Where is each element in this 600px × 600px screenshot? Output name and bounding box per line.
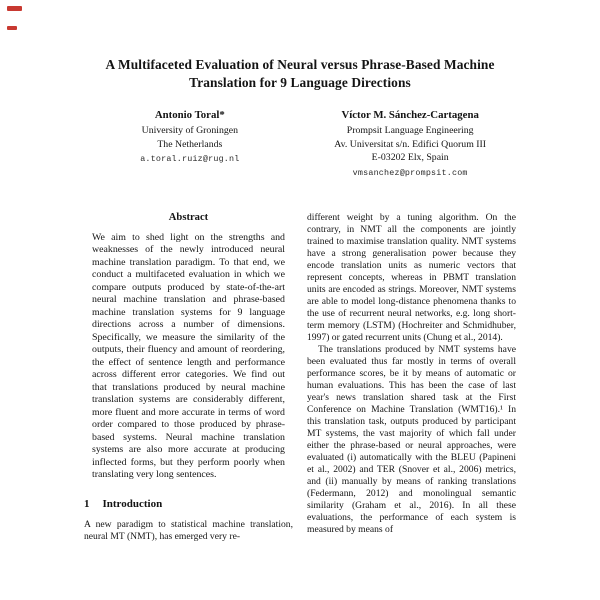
body-paragraph: The translations produced by NMT systems have been evaluated thus far mostly in terms of overall performance scores, be it by means of automatic or human evaluations. This has been the case of last year's news translation shared task at the First Conference on Machine Translation (WMT16).¹ In this translation task, outputs produced by participant MT systems, the vast majority of which fall under either the phrase-based or neural approaches, were evaluated (i) automatically with the BLEU (Papineni et al., 2002) and TER (Snover et al., 2006) metrics, and (ii) manually by means of ranking translations (Federmann, 2012) and monolingual semantic similarity (Graham et al., 2016). In all these evaluations, the performance of each system is measured by means of — [307, 343, 516, 535]
author-1 — [84, 108, 296, 178]
author-2 — [304, 108, 516, 178]
author-2-email: vmsanchez@prompsit.com — [352, 167, 468, 178]
author-2-affiliation-line: Prompsit Language Engineering — [346, 125, 474, 136]
body-paragraph: different weight by a tuning algorithm. On the contrary, in NMT all the components are jointly trained to maximise translation quality. NMT systems have a strong generalisation power because they encode translation units as numeric vectors that represent concepts, whereas in PBMT translation units are encoded as strings. Moreover, NMT systems are able to model long-distance phenomena thanks to the use of recurrent neural networks, e.g. long short-term memory (LSTM) (Hochreiter and Schmidhuber, 1997) or gated recurrent units (Chung et al., 2014). — [307, 211, 516, 343]
author-1-email: a.toral.ruiz@rug.nl — [140, 154, 240, 164]
abstract-heading: Abstract — [168, 211, 209, 223]
section-heading-introduction — [84, 498, 293, 510]
author-2-affiliation-line: E-03202 Elx, Spain — [371, 152, 449, 163]
left-column — [84, 212, 293, 543]
author-2-name: Víctor M. Sánchez-Cartagena — [341, 109, 479, 121]
author-block — [84, 108, 516, 178]
intro-paragraph: A new paradigm to statistical machine translation, neural MT (NMT), has emerged very re- — [84, 518, 293, 542]
author-1-affiliation-line: The Netherlands — [157, 138, 223, 150]
author-1-name: Antonio Toral* — [154, 109, 225, 121]
paper-page — [84, 0, 516, 543]
two-column-body — [84, 212, 516, 543]
right-column — [307, 212, 516, 543]
arxiv-stamp-fragment-icon — [7, 26, 17, 30]
paper-title: A Multifaceted Evaluation of Neural versus Phrase-Based Machine Translation for 9 Language Directions — [105, 57, 495, 90]
author-2-affiliation-line: Av. Universitat s/n. Edifici Quorum III — [334, 138, 487, 150]
section-number: 1 — [84, 497, 90, 510]
arxiv-stamp-fragment-icon — [7, 6, 22, 11]
abstract-text: We aim to shed light on the strengths and weaknesses of the newly introduced neural machine translation paradigm. To that end, we conduct a multifaceted evaluation in which we compare outputs produced by state-of-the-art neural machine translation and phrase-based machine translation systems for 9 language directions across a number of dimensions. Specifically, we measure the similarity of the outputs, their fluency and amount of reordering, the effect of sentence length and performance across different error categories. We find out that translations produced by neural machine translation systems are considerably different, more fluent and more accurate in terms of word order compared to those produced by phrase-based systems. Neural machine translation systems are also more accurate at producing inflected forms, but they perform poorly when translating very long sentences. — [92, 231, 285, 480]
section-title: Introduction — [102, 497, 163, 510]
author-1-affiliation-line: University of Groningen — [141, 125, 238, 136]
